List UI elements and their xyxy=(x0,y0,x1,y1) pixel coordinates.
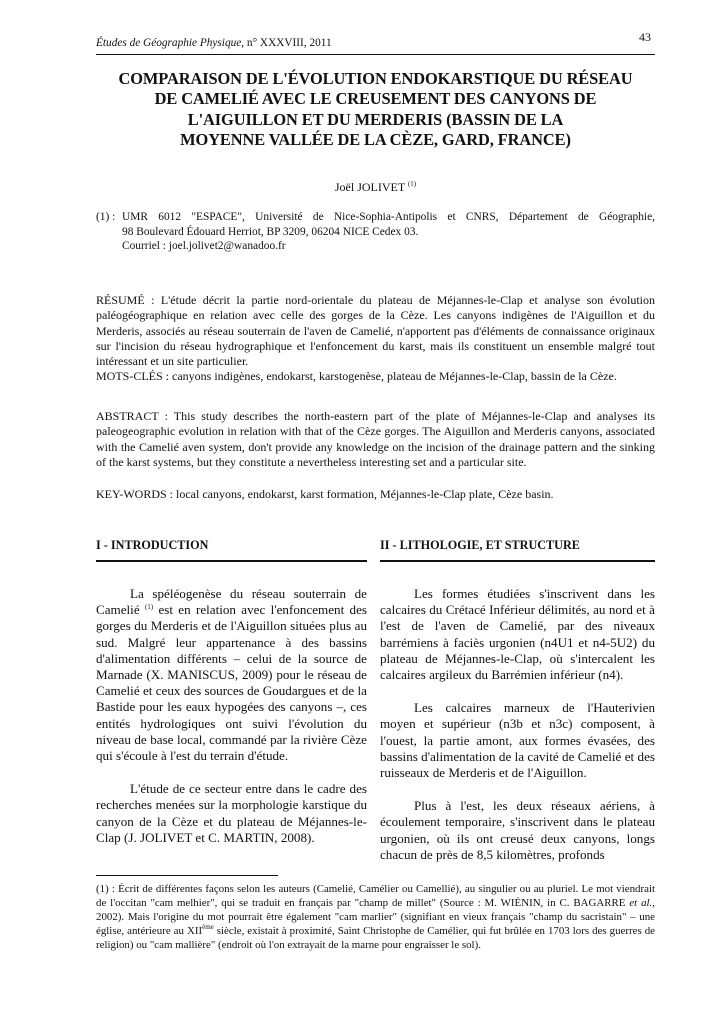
section-heading: I - INTRODUCTION xyxy=(96,538,367,562)
title-line: MOYENNE VALLÉE DE LA CÈZE, GARD, FRANCE) xyxy=(180,129,571,149)
journal-citation xyxy=(96,37,332,49)
section-heading: II - LITHOLOGIE, ET STRUCTURE xyxy=(380,538,655,562)
affiliation xyxy=(96,210,655,254)
affiliation-marker: (1) : xyxy=(96,211,116,223)
paragraph-text: est en relation avec l'enfoncement des gorges du Merderis et de l'Aiguillon situées plus au sud. Malgré leur appartenance à des bassins d'alimentation différents – celui de la source de Marnade (X. MANISCUS, 2009) pour le réseau de Camelié et ceux des sources de Goudargues et de la Bastide pour les eaux hypogées des canyons –, ces entités hydrologiques ont suivi l'évolution du niveau de base local, commandé par la rivière Cèze qui s'écoule à l'est du terrain d'étude. xyxy=(96,602,367,764)
affiliation-institution: UMR 6012 "ESPACE", Université de Nice-Sophia-Antipolis et CNRS, Département de Géographie, xyxy=(122,211,655,223)
journal-name: Études de Géographie Physique xyxy=(96,37,242,49)
body-paragraph: L'étude de ce secteur entre dans le cadre des recherches menées sur la morphologie karstique du canyon de la Cèze et du plateau de Méjannes-le-Clap (J. JOLIVET et C. MARTIN, 2008). xyxy=(96,781,367,845)
journal-issue: , n° XXXVIII, 2011 xyxy=(241,37,332,49)
resume-paragraph: RÉSUMÉ : L'étude décrit la partie nord-orientale du plateau de Méjannes-le-Clap et analyse son évolution paléogéographique en relation avec celle des gorges de la Cèze. Les canyons indigènes de l'Aiguillon et du Merderis, associés au réseau souterrain de l'aven de Camelié, n'apportent pas d'éléments de connaissance originaux sur l'incision du réseau hydrographique et l'enfoncement du karst, mais ils constituent un ensemble malgré tout intéressant et un site particulier. xyxy=(96,293,655,369)
author-name: Joël JOLIVET xyxy=(334,180,405,194)
body-paragraph: Plus à l'est, les deux réseaux aériens, à écoulement temporaire, s'inscrivent dans le plateau urgonien, où ils ont creusé deux canyons, longs chacun de près de 8,5 kilomètres, profonds xyxy=(380,798,655,862)
title-line: DE CAMELIÉ AVEC LE CREUSEMENT DES CANYONS DE xyxy=(154,89,597,109)
body-paragraph xyxy=(96,586,367,764)
affiliation-email[interactable]: Courriel : joel.jolivet2@wanadoo.fr xyxy=(122,240,286,252)
author-line xyxy=(96,180,655,195)
footnote-etal: et al. xyxy=(629,897,653,909)
article-title xyxy=(96,69,655,150)
footnote-ref[interactable]: (1) xyxy=(144,603,154,612)
mots-cles-paragraph: MOTS-CLÉS : canyons indigènes, endokarst, karstogenèse, plateau de Méjannes-le-Clap, bassin de la Cèze. xyxy=(96,369,617,383)
footnote xyxy=(96,882,655,952)
footnote-text: (1) : Écrit de différentes façons selon les auteurs (Camelié, Camélier ou Camellié), au singulier ou au pluriel. Le mot viendrait de l'occitan "cam melhier", qui se traduit en français par "champ de millet" (Source : M. WIÉNIN, in C. BAGARRE xyxy=(96,883,655,909)
affiliation-address: 98 Boulevard Édouard Herriot, BP 3209, 06204 NICE Cedex 03. xyxy=(122,225,419,238)
section-introduction xyxy=(96,538,367,846)
page-number: 43 xyxy=(639,30,651,44)
section-lithologie xyxy=(380,538,655,863)
abstract-paragraph: ABSTRACT : This study describes the north-eastern part of the plate of Méjannes-le-Clap and analyses its paleogeographic evolution in relation with that of the Cèze gorges. The Aiguillon and Merderis canyons, associated with the Camelié aven system, don't provide any knowledge on the incision of the drainage pattern and the sinking of the karst systems, but they constitute a nevertheless interesting set and a particular site. xyxy=(96,409,655,469)
body-paragraph: Les formes étudiées s'inscrivent dans les calcaires du Crétacé Inférieur délimités, au nord et à l'est de l'aven de Camelié, par des niveaux barrémiens à faciès urgonien (n4U1 et n4-5U2) du plateau de Méjannes-le-Clap, où s'intercalent les calcaires argileux du Barrémien inférieur (n4). xyxy=(380,586,655,683)
paragraph-text: La spéléogenèse du réseau souterrain de Camelié xyxy=(96,586,367,618)
title-line: COMPARAISON DE L'ÉVOLUTION ENDOKARSTIQUE DU RÉSEAU xyxy=(118,69,633,88)
title-line: L'AIGUILLON ET DU MERDERIS (BASSIN DE LA xyxy=(187,109,564,129)
footnote-divider xyxy=(96,875,278,876)
body-paragraph: Les calcaires marneux de l'Hauterivien moyen et supérieur (n3b et n3c) composent, à l'ouest, la partie amont, aux formes évasées, des bassins d'alimentation de la cavité de Camelié et des ruisseaux de Merderis et de l'Aiguillon. xyxy=(380,700,655,781)
author-note-marker: (1) xyxy=(407,180,417,188)
running-header xyxy=(96,30,655,55)
keywords-paragraph: KEY-WORDS : local canyons, endokarst, karst formation, Méjannes-le-Clap plate, Cèze basin. xyxy=(96,487,554,501)
footnote-superscript: ème xyxy=(202,923,214,931)
footnote-text: siècle, existait à proximité, Saint Christophe de Camélier, qui fut brûlée en 1703 lors des guerres de religion) ou "cam mallière" (endroit où l'on extrayait de la marne pour engraisser le sol). xyxy=(96,925,655,951)
footnote-text: , 2002). Mais l'origine du mot pourrait être également "cam marlier" (signifiant en vieux français "champ du sacristain" – une église, antérieure au XII xyxy=(96,897,656,937)
